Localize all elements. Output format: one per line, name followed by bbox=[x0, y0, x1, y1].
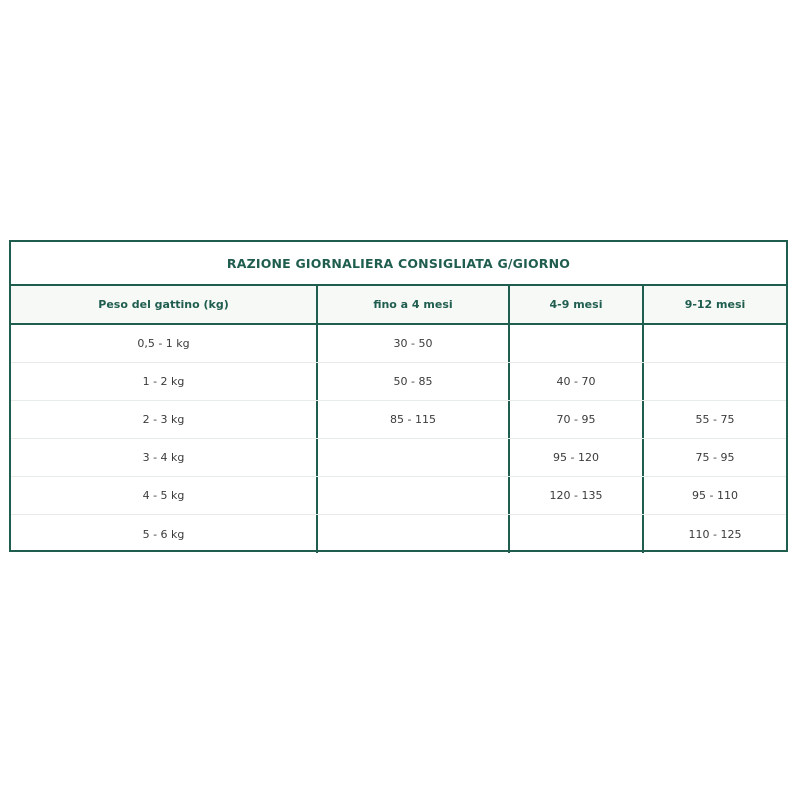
ration-cell bbox=[318, 515, 510, 553]
ration-cell: 70 - 95 bbox=[510, 401, 644, 438]
ration-cell: 110 - 125 bbox=[688, 527, 742, 541]
table-grid bbox=[11, 286, 786, 553]
ration-cell bbox=[510, 325, 644, 362]
ration-cell bbox=[318, 477, 510, 514]
ration-cell: 50 - 85 bbox=[318, 363, 510, 400]
table-row bbox=[11, 439, 786, 477]
table-header-row bbox=[11, 286, 786, 325]
weight-cell: 0,5 - 1 kg bbox=[11, 325, 318, 362]
ration-cell: 75 - 95 bbox=[695, 451, 735, 464]
weight-cell: 5 - 6 kg bbox=[11, 515, 318, 553]
weight-cell: 1 - 2 kg bbox=[11, 363, 318, 400]
table-row bbox=[11, 477, 786, 515]
ration-cell bbox=[318, 439, 510, 476]
weight-cell: 4 - 5 kg bbox=[11, 477, 318, 514]
ration-cell: 55 - 75 bbox=[695, 413, 735, 426]
ration-cell bbox=[644, 363, 786, 400]
table-row bbox=[11, 401, 786, 439]
header-up-to-4-months: fino a 4 mesi bbox=[318, 286, 510, 323]
ration-cell: 40 - 70 bbox=[510, 363, 644, 400]
ration-cell: 120 - 135 bbox=[510, 477, 644, 514]
header-4-9-months: 4-9 mesi bbox=[510, 286, 644, 323]
ration-cell: 85 - 115 bbox=[318, 401, 510, 438]
header-9-12-months: 9-12 mesi bbox=[684, 298, 746, 311]
table-row bbox=[11, 363, 786, 401]
header-weight: Peso del gattino (kg) bbox=[11, 286, 318, 323]
table-row bbox=[11, 515, 786, 553]
ration-cell bbox=[510, 515, 644, 553]
weight-cell: 2 - 3 kg bbox=[11, 401, 318, 438]
ration-cell bbox=[644, 325, 786, 362]
ration-cell: 95 - 110 bbox=[692, 489, 738, 502]
ration-cell: 95 - 120 bbox=[510, 439, 644, 476]
ration-cell: 30 - 50 bbox=[318, 325, 510, 362]
feeding-table bbox=[9, 240, 788, 552]
table-row bbox=[11, 325, 786, 363]
table-title: RAZIONE GIORNALIERA CONSIGLIATA G/GIORNO bbox=[11, 242, 786, 286]
weight-cell: 3 - 4 kg bbox=[11, 439, 318, 476]
